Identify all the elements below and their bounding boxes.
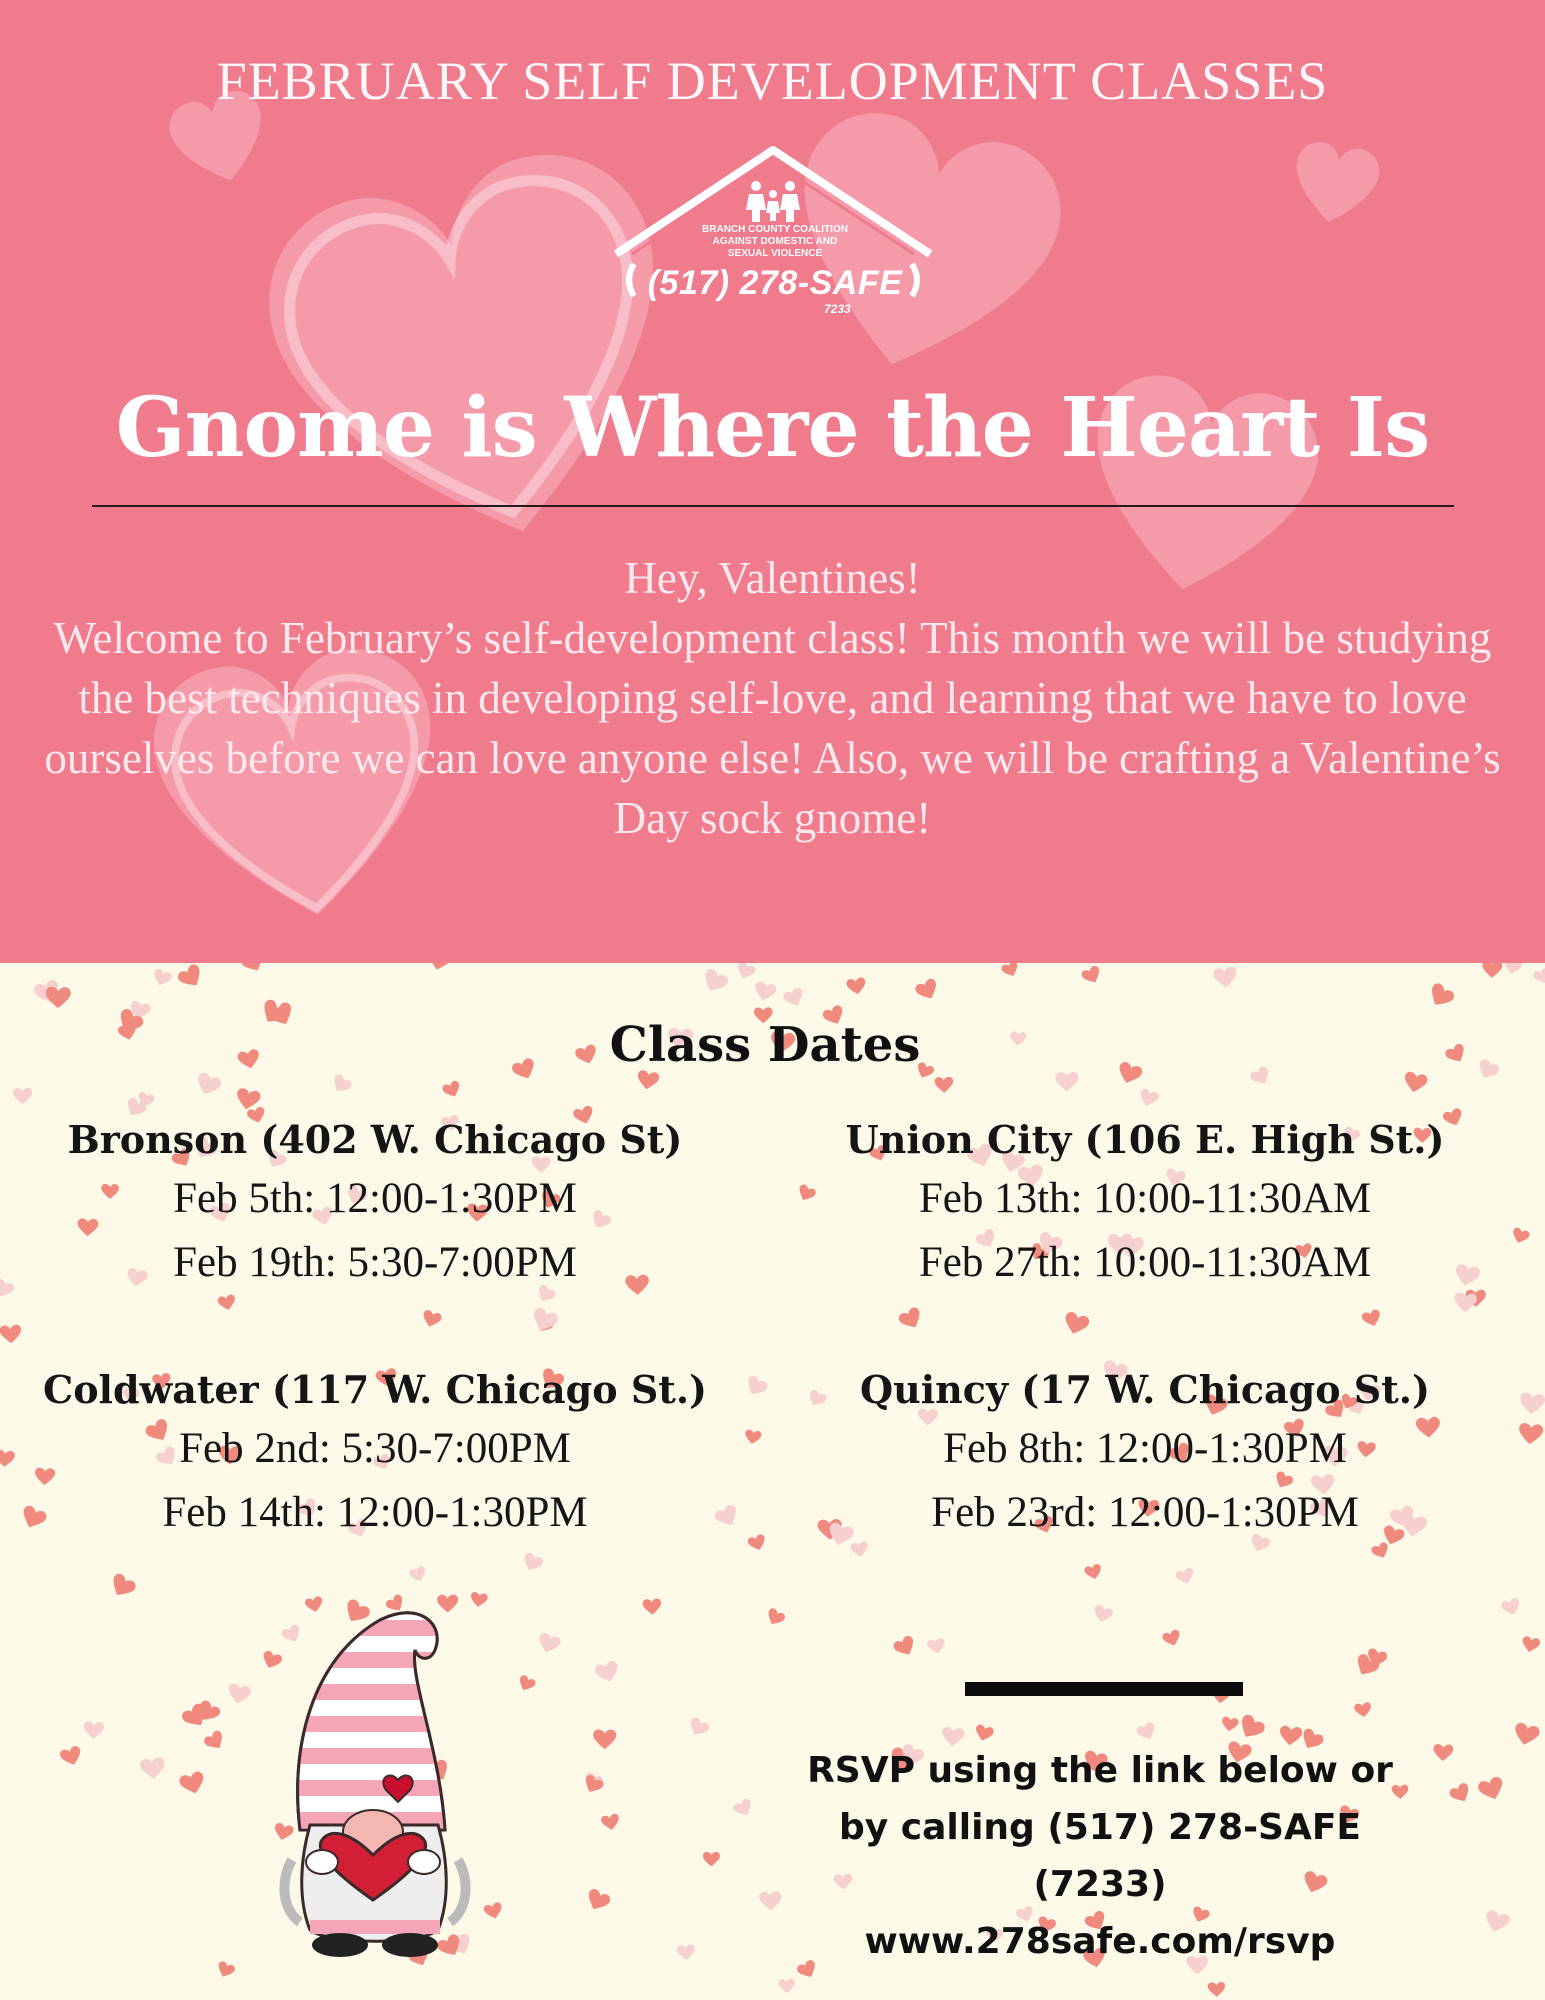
confetti-heart <box>897 1306 925 1333</box>
class-dates-heading: Class Dates <box>609 1017 921 1073</box>
confetti-heart <box>583 1887 612 1914</box>
confetti-heart <box>1482 963 1503 978</box>
rsvp-line: RSVP using the link below or <box>807 1750 1393 1791</box>
confetti-heart <box>1083 1563 1103 1581</box>
confetti-heart <box>178 1770 207 1797</box>
confetti-heart <box>642 1598 662 1615</box>
confetti-heart <box>973 1724 994 1743</box>
location-bronson <box>40 1113 710 1295</box>
confetti-heart <box>699 967 730 996</box>
location-coldwater <box>40 1363 710 1545</box>
confetti-heart <box>782 986 806 1009</box>
confetti-heart <box>529 1306 560 1335</box>
confetti-heart <box>1448 1781 1474 1806</box>
confetti-heart <box>1482 1909 1511 1935</box>
confetti-heart <box>744 1429 762 1445</box>
confetti-heart <box>1500 1597 1522 1618</box>
confetti-heart <box>1135 1721 1158 1743</box>
rsvp-block <box>770 1742 1430 1970</box>
confetti-heart <box>1510 1227 1531 1246</box>
confetti-heart <box>1161 1629 1182 1649</box>
confetti-heart <box>735 963 757 982</box>
confetti-heart <box>217 1294 237 1312</box>
confetti-heart <box>215 1960 236 1980</box>
confetti-heart <box>239 963 267 976</box>
confetti-heart <box>1503 963 1522 975</box>
class-time: Feb 14th: 12:00-1:30PM <box>162 1489 588 1536</box>
logo-org-name: BRANCH COUNTY COALITION AGAINST DOMESTIC AND SEXUAL VIOLENCE <box>702 224 848 259</box>
page-title: Gnome is Where the Heart Is <box>115 380 1430 476</box>
location-name: Union City (106 E. High St.) <box>845 1117 1445 1162</box>
confetti-heart <box>1361 1308 1383 1328</box>
confetti-heart <box>1091 1604 1113 1625</box>
logo-extension: 7233 <box>824 302 851 316</box>
confetti-heart <box>107 1572 138 1602</box>
confetti-heart <box>1061 1311 1090 1338</box>
confetti-heart <box>139 1757 166 1781</box>
confetti-heart <box>13 1088 32 1104</box>
confetti-heart <box>743 1374 769 1399</box>
class-time: Feb 19th: 5:30-7:00PM <box>173 1239 577 1286</box>
confetti-heart <box>1425 981 1456 1011</box>
class-time: Feb 5th: 12:00-1:30PM <box>173 1175 577 1222</box>
rsvp-line: by calling (517) 278-SAFE <box>839 1807 1361 1848</box>
confetti-heart <box>0 1278 15 1300</box>
confetti-heart <box>934 1077 953 1093</box>
confetti-heart <box>927 1637 947 1655</box>
confetti-heart <box>764 1607 786 1628</box>
class-time: Feb 13th: 10:00-11:30AM <box>918 1175 1372 1222</box>
confetti-heart <box>846 977 868 996</box>
confetti-heart <box>713 1503 742 1530</box>
confetti-heart <box>892 1634 919 1659</box>
location-union-city <box>810 1113 1480 1295</box>
rsvp-link[interactable]: www.278safe.com/rsvp <box>864 1921 1336 1962</box>
confetti-heart <box>703 1852 720 1867</box>
confetti-heart <box>1454 1292 1478 1313</box>
class-time: Feb 2nd: 5:30-7:00PM <box>179 1425 571 1472</box>
confetti-heart <box>408 1565 428 1583</box>
confetti-heart <box>1519 1392 1545 1415</box>
confetti-heart <box>421 1309 443 1329</box>
confetti-heart <box>1518 1422 1544 1445</box>
confetti-heart <box>427 963 451 972</box>
confetti-heart <box>1477 1775 1507 1803</box>
confetti-heart <box>176 963 206 992</box>
confetti-heart <box>593 1729 616 1749</box>
confetti-heart <box>193 1071 223 1098</box>
confetti-heart <box>1221 1716 1240 1733</box>
class-time: Feb 8th: 12:00-1:30PM <box>943 1425 1347 1472</box>
confetti-heart <box>202 1729 227 1753</box>
location-name: Bronson (402 W. Chicago St) <box>67 1117 683 1162</box>
confetti-heart <box>1000 963 1020 979</box>
confetti-heart <box>1235 1713 1267 1744</box>
confetti-heart <box>747 1533 768 1552</box>
confetti-heart <box>0 1449 15 1467</box>
confetti-heart <box>581 1773 605 1796</box>
confetti-heart <box>1213 966 1238 988</box>
confetti-heart <box>59 1745 84 1768</box>
confetti-heart <box>151 968 173 988</box>
confetti-heart <box>752 980 777 1003</box>
confetti-heart <box>1175 1567 1196 1586</box>
intro-body: Welcome to February’s self-development class! This month we will be studying the best techniques in developing self-love, and learning that we have to love ourselves before we can love anyone else! Also, we will be crafting a Valentine’s Day sock gnome! <box>44 613 1501 843</box>
confetti-heart <box>1354 1702 1373 1719</box>
class-time: Feb 23rd: 12:00-1:30PM <box>931 1489 1359 1536</box>
confetti-heart <box>441 1080 463 1100</box>
location-name: Quincy (17 W. Chicago St.) <box>860 1367 1430 1412</box>
confetti-heart <box>732 1797 755 1819</box>
confetti-heart <box>1080 964 1103 986</box>
confetti-heart <box>914 977 941 1003</box>
confetti-heart <box>778 1979 795 1994</box>
confetti-heart <box>45 987 70 1009</box>
confetti-heart <box>600 1813 620 1831</box>
confetti-heart <box>686 1716 711 1740</box>
confetti-heart <box>1433 1744 1454 1762</box>
confetti-heart <box>520 1551 544 1574</box>
confetti-heart <box>1520 1635 1540 1653</box>
rsvp-line: (7233) <box>1033 1864 1167 1905</box>
intro-greeting: Hey, Valentines! <box>624 553 921 603</box>
intro-text <box>30 548 1515 848</box>
confetti-heart <box>226 1683 252 1706</box>
confetti-heart <box>594 1660 621 1685</box>
location-quincy <box>810 1363 1480 1545</box>
confetti-heart <box>1512 1722 1541 1748</box>
location-name: Coldwater (117 W. Chicago St.) <box>42 1367 708 1412</box>
logo-phone: (517) 278-SAFE <box>647 264 903 302</box>
confetti-heart <box>483 1901 504 1920</box>
header-eyebrow: FEBRUARY SELF DEVELOPMENT CLASSES <box>216 51 1329 111</box>
class-time: Feb 27th: 10:00-11:30AM <box>918 1239 1372 1286</box>
confetti-heart <box>0 1324 22 1344</box>
title-divider <box>92 505 1454 507</box>
header-section <box>0 0 1545 963</box>
rsvp-divider <box>965 1682 1243 1696</box>
confetti-heart <box>1208 1982 1226 1997</box>
confetti-heart <box>83 1721 104 1740</box>
confetti-heart <box>677 1944 696 1961</box>
confetti-heart <box>1532 967 1545 985</box>
confetti-heart <box>1137 1088 1160 1109</box>
confetti-heart <box>1402 1071 1428 1095</box>
confetti-heart <box>1055 1072 1078 1092</box>
confetti-heart <box>516 1674 537 1694</box>
confetti-heart <box>536 1632 562 1656</box>
valentine-gnome-illustration <box>270 1600 480 1960</box>
confetti-heart <box>329 1073 353 1096</box>
